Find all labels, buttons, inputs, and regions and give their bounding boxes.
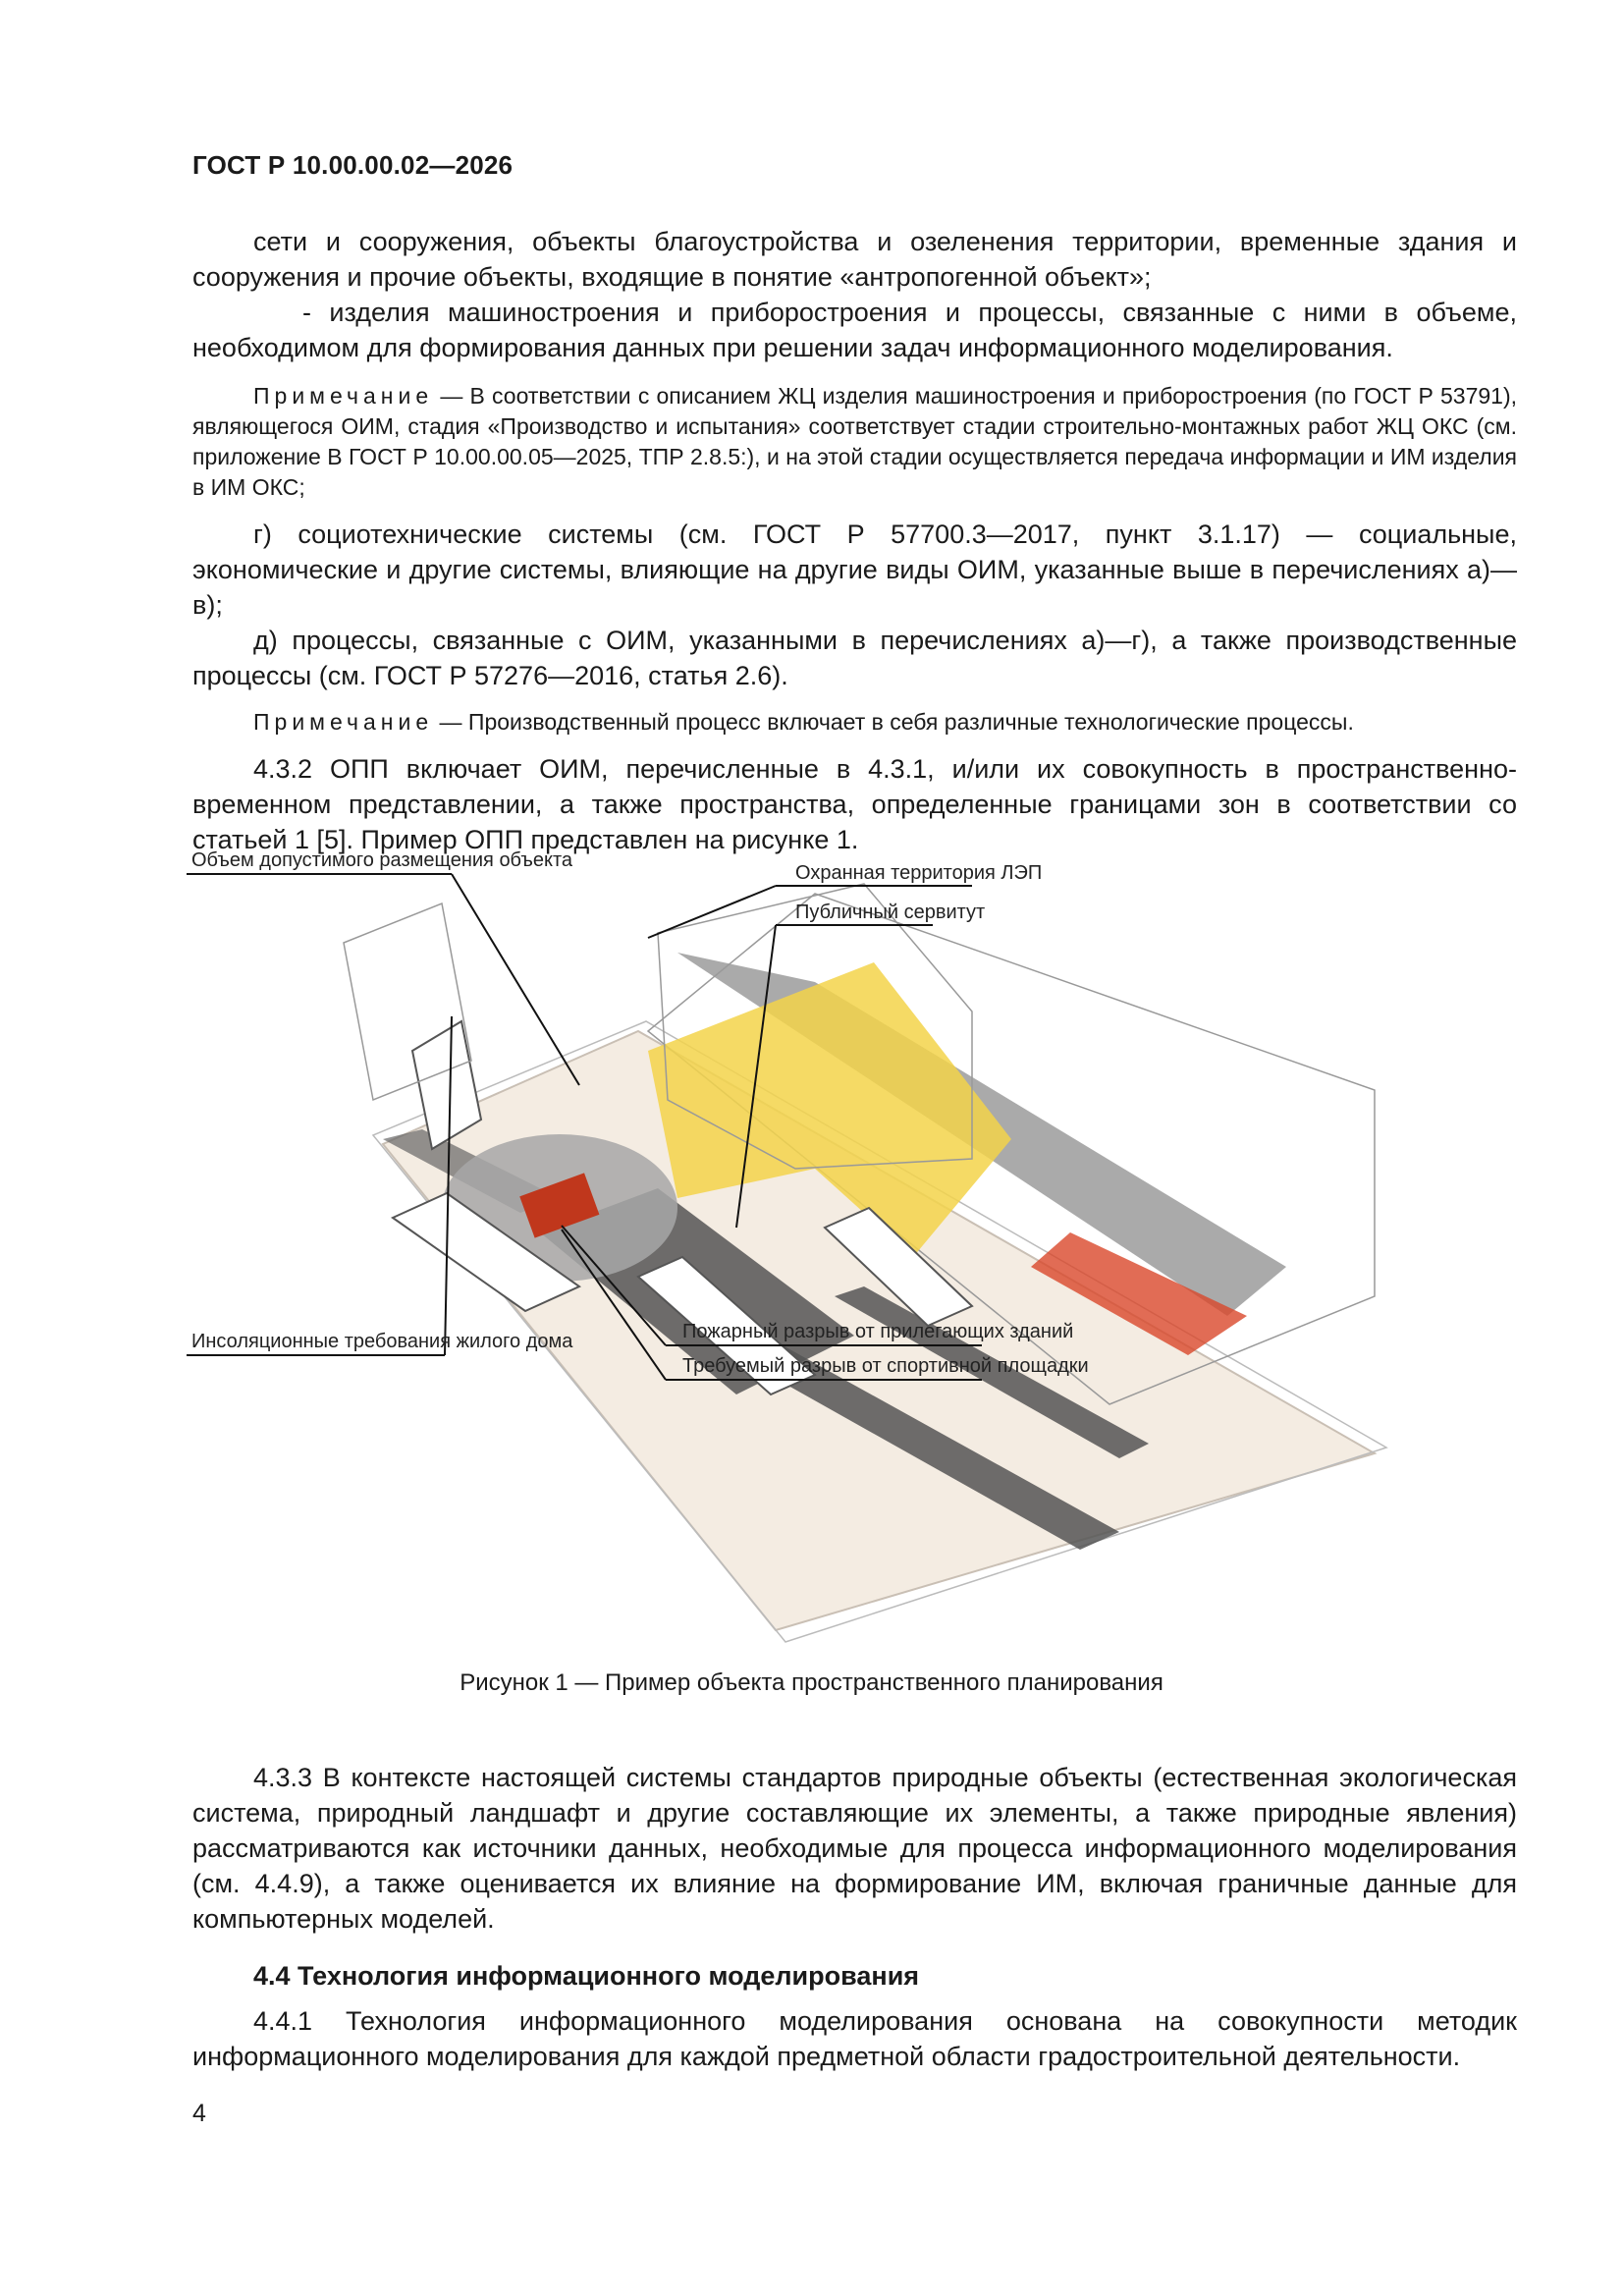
note-paragraph: [192, 381, 1517, 503]
note-paragraph: [192, 707, 1517, 738]
paragraph-4-3-2: 4.3.2 ОПП включает ОИМ, перечисленные в 4.3.1, и/или их совокупность в пространственно-временном представлении, а также пространства, определенные границами зон в соответствии со статьей 1 [5]. Пример ОПП представлен на рисунке 1.: [192, 754, 1517, 854]
label-insolation: Инсоляционные требования жилого дома: [191, 1331, 573, 1352]
document-header: ГОСТ Р 10.00.00.02—2026: [192, 150, 514, 180]
figure-1-diagram: [191, 845, 1473, 1640]
section-heading-4-4: 4.4 Технология информационного моделирования: [253, 1961, 920, 1991]
label-placement-volume: Объем допустимого размещения объекта: [191, 849, 573, 871]
list-item-d: д) процессы, связанные с ОИМ, указанными в перечислениях а)—г), а также производственные процессы (см. ГОСТ Р 57276—2016, статья 2.6).: [192, 626, 1517, 690]
label-public-servitude: Публичный сервитут: [795, 902, 986, 923]
paragraph-4-3-3: 4.3.3 В контексте настоящей системы стандартов природные объекты (естественная экологическая система, природный ландшафт и другие составляющие их элементы, а также природные явления) рассматриваются как источники данных, необходимые для процесса информационного моделирования (см. 4.4.9), а также оценивается их влияние на формирование ИМ, включая граничные данные для компьютерных моделей.: [192, 1763, 1517, 1934]
label-sports-gap: Требуемый разрыв от спортивной площадки: [682, 1355, 1089, 1377]
page-number: 4: [192, 2100, 206, 2127]
paragraph: - изделия машиностроения и приборостроения и процессы, связанные с ними в объеме, необходимом для формирования данных при решении задач информационного моделирования.: [192, 298, 1517, 362]
label-fire-gap: Пожарный разрыв от прилегающих зданий: [682, 1321, 1074, 1342]
paragraph-4-4-1: 4.4.1 Технология информационного моделирования основана на совокупности методик информационного моделирования для каждой предметной области градостроительной деятельности.: [192, 2006, 1517, 2071]
paragraph: сети и сооружения, объекты благоустройства и озеленения территории, временные здания и сооружения и прочие объекты, входящие в понятие «антропогенной объект»;: [192, 227, 1517, 292]
list-item-g: г) социотехнические системы (см. ГОСТ Р 57700.3—2017, пункт 3.1.17) — социальные, экономические и другие системы, влияющие на другие виды ОИМ, указанные выше в перечислениях а)—в);: [192, 519, 1517, 620]
text-block-bottom: [192, 1760, 1517, 2074]
text-block-top: [192, 224, 1517, 857]
note-text: — В соответствии с описанием ЖЦ изделия машиностроения и приборостроения (по ГОСТ Р 53791), являющегося ОИМ, стадия «Производство и испытания» соответствует стадии строительно-монтажных работ ЖЦ ОКС (см. приложение В ГОСТ Р 10.00.00.05—2025, ТПР 2.8.5:), и на этой стадии осуществляется передача информации и ИМ изделия в ИМ ОКС;: [192, 383, 1517, 500]
note-text: — Производственный процесс включает в себя различные технологические процессы.: [433, 709, 1354, 735]
label-power-line-zone: Охранная территория ЛЭП: [795, 862, 1043, 884]
note-label: Примечание: [253, 709, 434, 735]
note-label: Примечание: [253, 383, 434, 409]
figure-caption: Рисунок 1 — Пример объекта пространственного планирования: [460, 1669, 1163, 1696]
